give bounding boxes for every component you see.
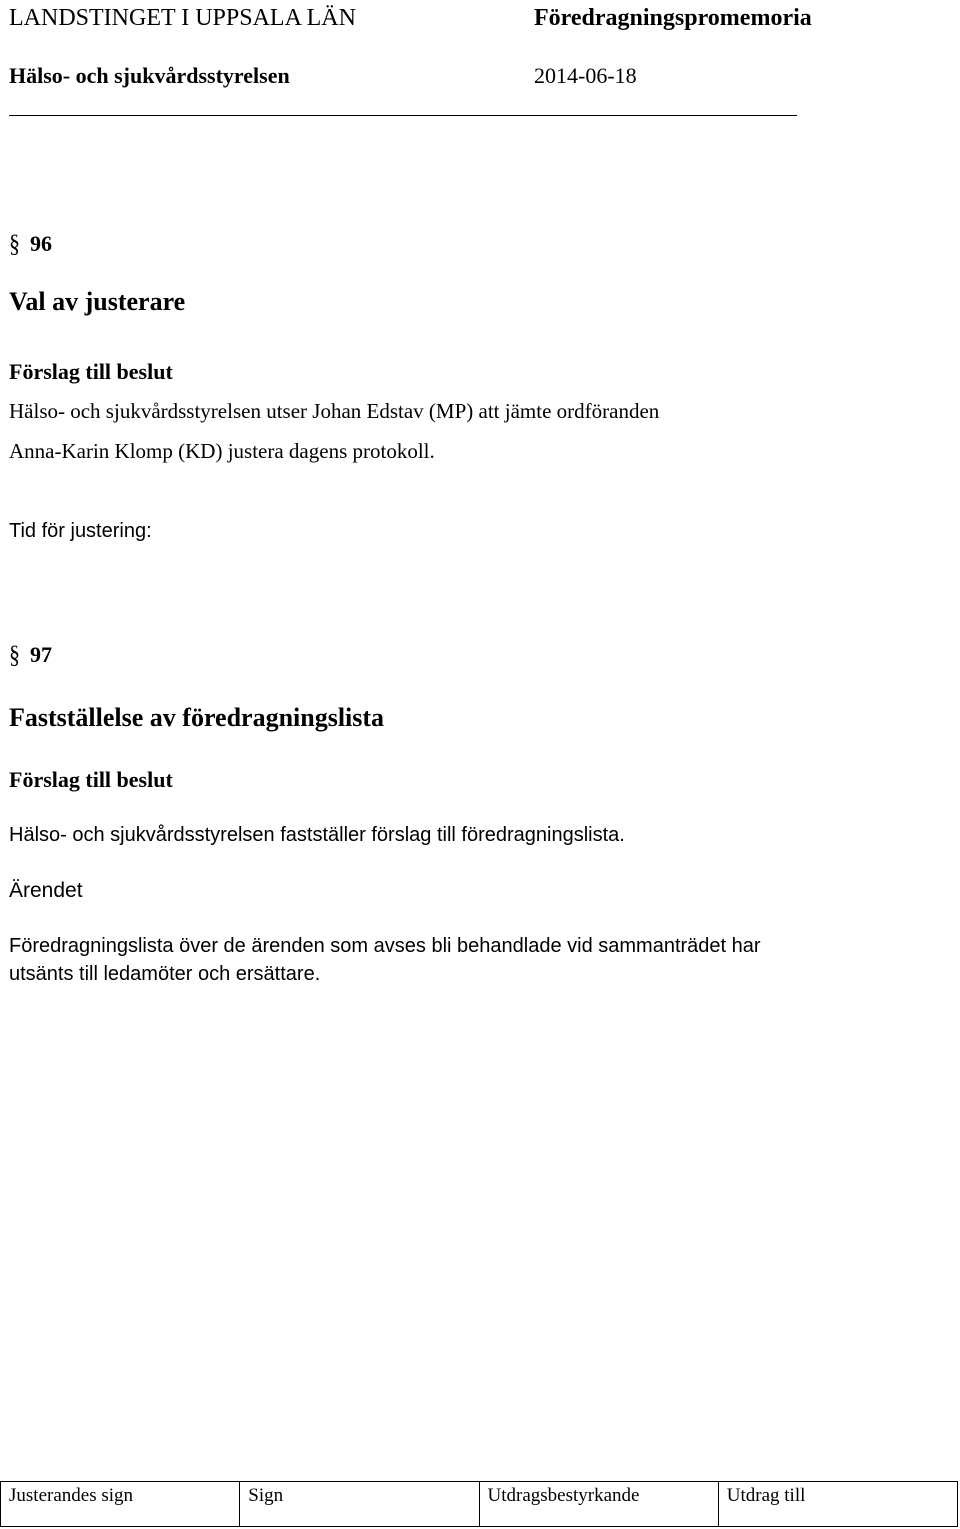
section-97-matter-heading: Ärendet — [9, 879, 83, 902]
section-symbol-icon: § — [9, 229, 20, 258]
document-date: 2014-06-18 — [534, 63, 637, 88]
extract-certification-cell: Utdragsbestyrkande — [479, 1482, 718, 1527]
section-number: 97 — [30, 642, 52, 667]
section-97-matter-line-1: Föredragningslista över de ärenden som avses bli behandlade vid sammanträdet har — [9, 935, 761, 957]
section-97-number — [9, 642, 52, 668]
section-96-title: Val av justerare — [9, 287, 186, 316]
signature-row — [1, 1482, 958, 1527]
signature-table — [0, 1481, 958, 1527]
section-96-proposal-heading: Förslag till beslut — [9, 359, 173, 384]
section-number: 96 — [30, 231, 52, 256]
section-96-proposal-line-1: Hälso- och sjukvårdsstyrelsen utser Johan Edstav (MP) att jämte ordföranden — [9, 399, 660, 423]
header-divider — [9, 115, 797, 116]
section-97-matter-line-2: utsänts till ledamöter och ersättare. — [9, 963, 321, 985]
section-97-proposal-heading: Förslag till beslut — [9, 767, 173, 792]
sign-cell: Sign — [240, 1482, 479, 1527]
organization-name: LANDSTINGET I UPPSALA LÄN — [9, 5, 356, 31]
document-type: Föredragningspromemoria — [534, 5, 812, 31]
extract-to-cell: Utdrag till — [718, 1482, 957, 1527]
section-96-adjustment-time: Tid för justering: — [9, 520, 152, 542]
section-97-title: Fastställelse av föredragningslista — [9, 703, 385, 732]
section-96-proposal-line-2: Anna-Karin Klomp (KD) justera dagens protokoll. — [9, 439, 435, 463]
adjuster-sign-cell: Justerandes sign — [1, 1482, 240, 1527]
section-symbol-icon: § — [9, 640, 20, 669]
board-name: Hälso- och sjukvårdsstyrelsen — [9, 63, 290, 88]
section-97-proposal-text: Hälso- och sjukvårdsstyrelsen fastställer förslag till föredragningslista. — [9, 824, 625, 846]
section-96-number — [9, 231, 52, 257]
